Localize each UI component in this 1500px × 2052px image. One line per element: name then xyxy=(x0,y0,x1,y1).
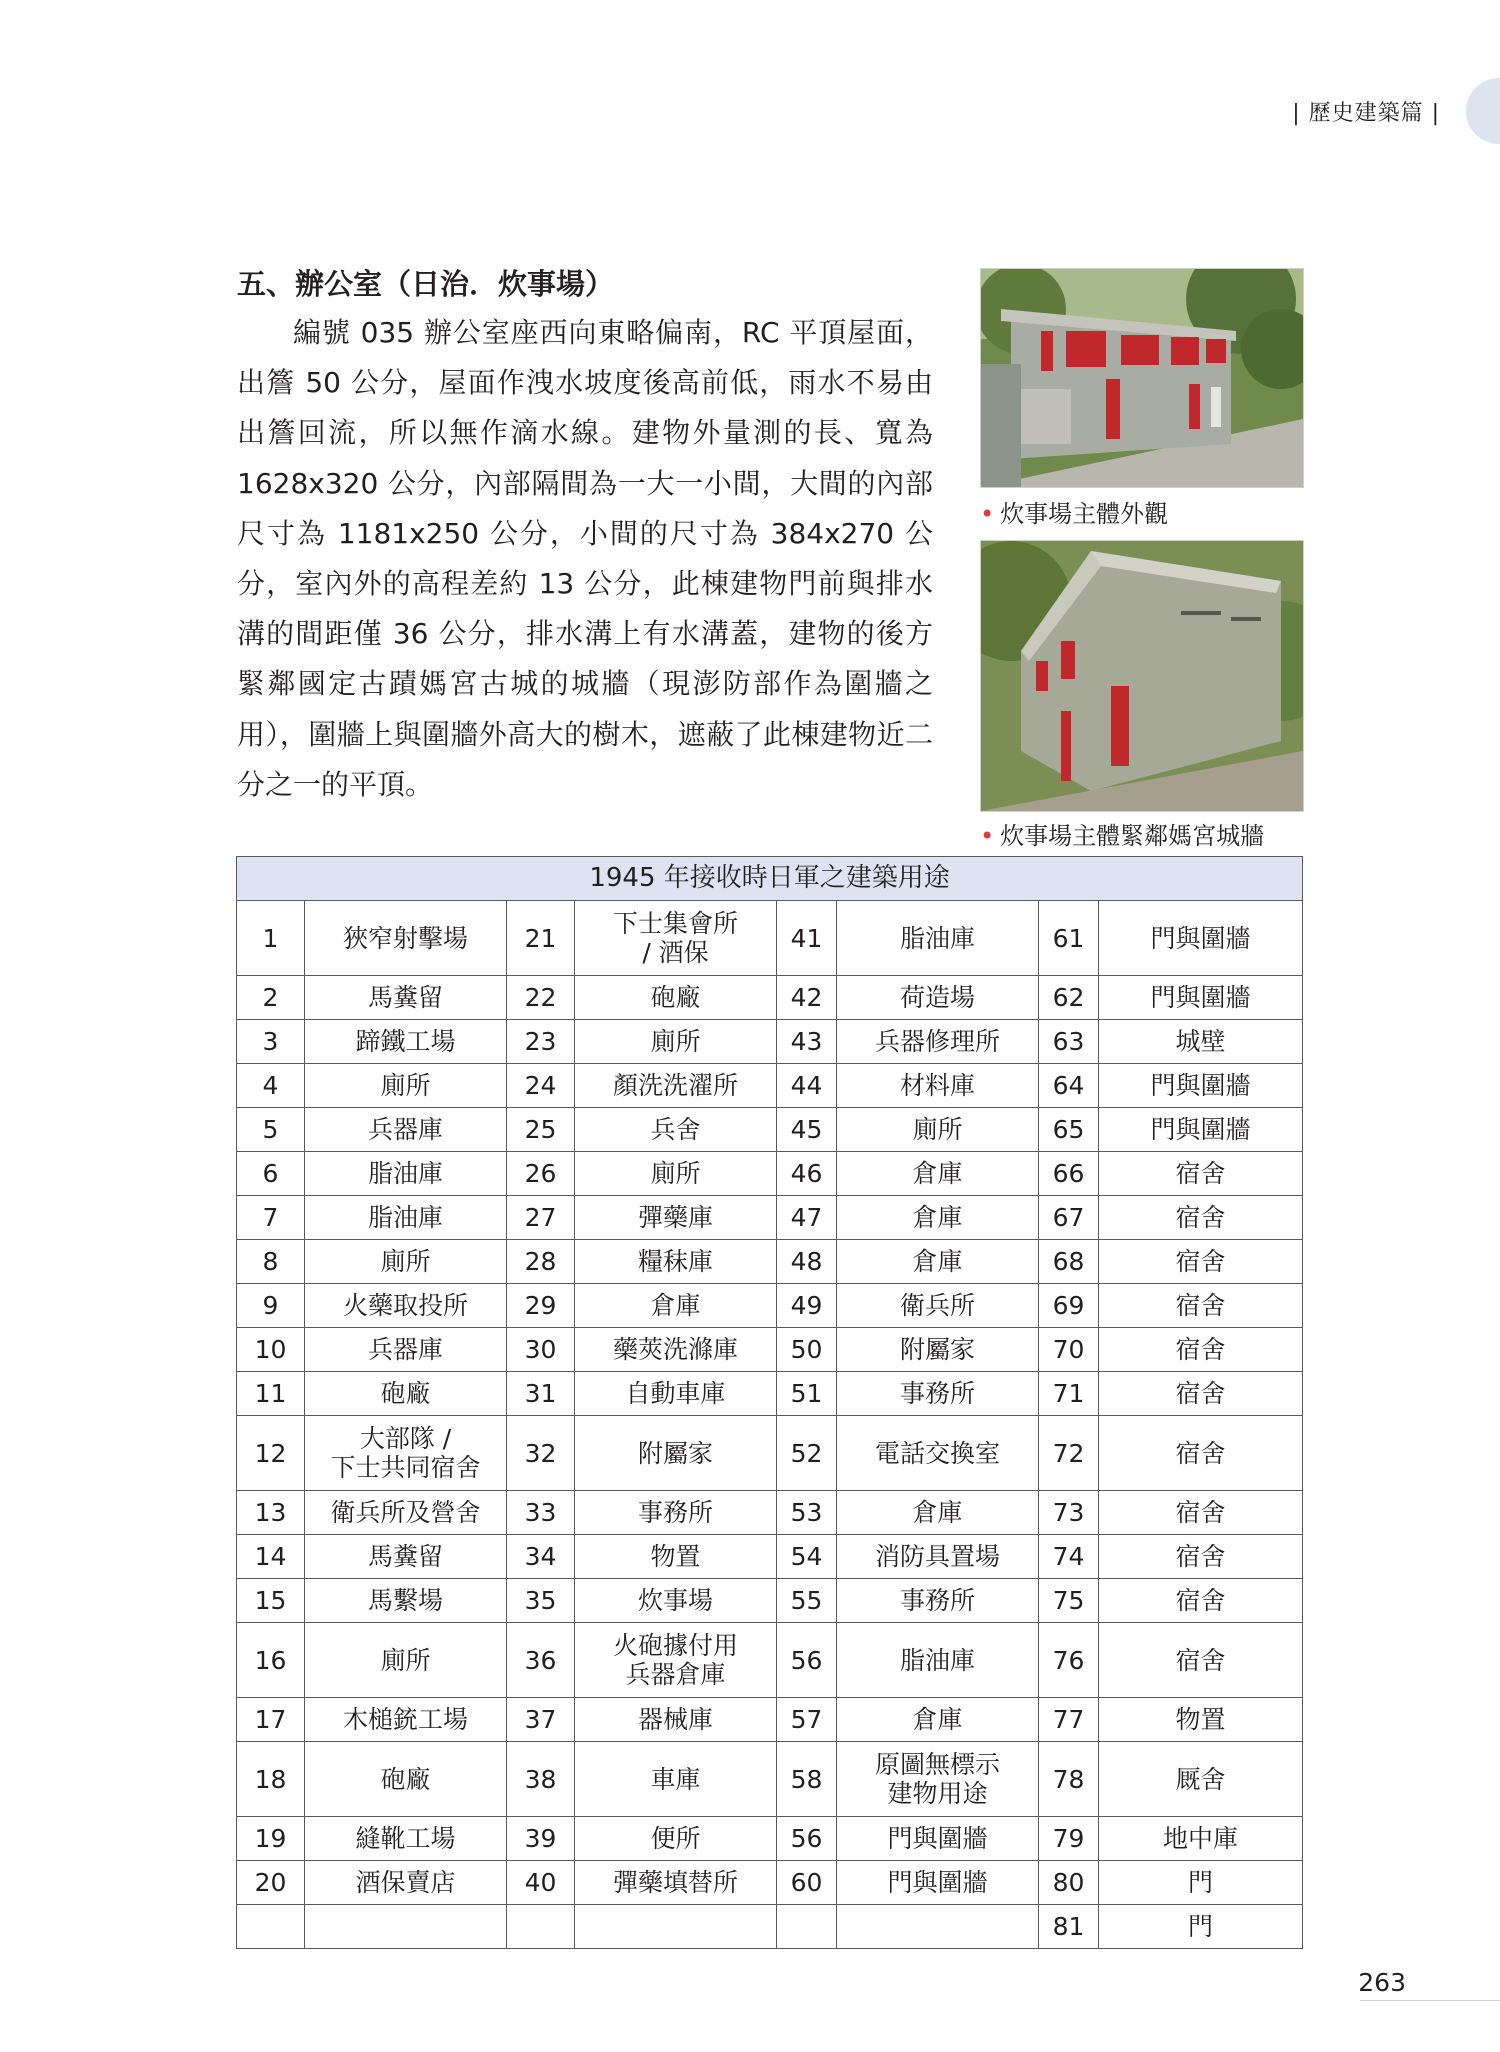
table-row xyxy=(237,976,1303,1020)
table-cell-use: 廁所 xyxy=(305,1240,507,1284)
table-cell-number: 13 xyxy=(237,1491,305,1535)
table-cell-use: 砲廠 xyxy=(305,1742,507,1817)
table-cell-number: 36 xyxy=(507,1623,575,1698)
table-cell-number: 35 xyxy=(507,1579,575,1623)
table-row xyxy=(237,1196,1303,1240)
table-cell-use: 地中庫 xyxy=(1099,1817,1303,1861)
table-cell-use: 兵器庫 xyxy=(305,1108,507,1152)
table-cell-use: 彈藥填替所 xyxy=(575,1861,777,1905)
table-row xyxy=(237,1372,1303,1416)
table-cell-use xyxy=(837,1905,1039,1949)
table-cell-use: 便所 xyxy=(575,1817,777,1861)
table-cell-number: 27 xyxy=(507,1196,575,1240)
table-cell-number: 58 xyxy=(777,1742,837,1817)
table-cell-number: 60 xyxy=(777,1861,837,1905)
photo-kitchen-city-wall-image xyxy=(981,541,1303,811)
table-cell-number: 61 xyxy=(1039,901,1099,976)
table-cell-use: 宿舍 xyxy=(1099,1240,1303,1284)
table-cell-number: 31 xyxy=(507,1372,575,1416)
table-cell-number: 2 xyxy=(237,976,305,1020)
table-cell-number: 7 xyxy=(237,1196,305,1240)
table-cell-use: 門與圍牆 xyxy=(1099,901,1303,976)
table-cell-number: 8 xyxy=(237,1240,305,1284)
table-cell-use: 火藥取投所 xyxy=(305,1284,507,1328)
table-cell-number: 6 xyxy=(237,1152,305,1196)
table-cell-use: 倉庫 xyxy=(837,1152,1039,1196)
table-cell-use: 倉庫 xyxy=(837,1698,1039,1742)
table-cell-use: 脂油庫 xyxy=(305,1196,507,1240)
table-cell-number xyxy=(777,1905,837,1949)
table-cell-number: 72 xyxy=(1039,1416,1099,1491)
section-title: 五、辦公室（日治．炊事場） xyxy=(237,267,615,301)
table-cell-number: 75 xyxy=(1039,1579,1099,1623)
photo-kitchen-city-wall xyxy=(980,540,1304,812)
table-row xyxy=(237,1579,1303,1623)
table-cell-number: 44 xyxy=(777,1064,837,1108)
table-cell-use: 狹窄射擊場 xyxy=(305,901,507,976)
table-cell-number: 49 xyxy=(777,1284,837,1328)
table-row xyxy=(237,1817,1303,1861)
table-cell-number: 19 xyxy=(237,1817,305,1861)
table-cell-use: 砲廠 xyxy=(575,976,777,1020)
table-cell-number: 55 xyxy=(777,1579,837,1623)
table-cell-number: 51 xyxy=(777,1372,837,1416)
table-cell-number: 41 xyxy=(777,901,837,976)
table-cell-use: 炊事場 xyxy=(575,1579,777,1623)
table-cell-use: 原圖無標示 建物用途 xyxy=(837,1742,1039,1817)
table-row xyxy=(237,1905,1303,1949)
table-cell-number: 46 xyxy=(777,1152,837,1196)
table-row xyxy=(237,1491,1303,1535)
table-cell-use: 門 xyxy=(1099,1905,1303,1949)
table-cell-number: 37 xyxy=(507,1698,575,1742)
table-cell-number: 56 xyxy=(777,1623,837,1698)
running-header: | 歷史建築篇 | xyxy=(1292,101,1440,126)
table-cell-number: 76 xyxy=(1039,1623,1099,1698)
table-cell-number: 50 xyxy=(777,1328,837,1372)
table-cell-use: 宿舍 xyxy=(1099,1372,1303,1416)
table-cell-use: 砲廠 xyxy=(305,1372,507,1416)
table-cell-number: 32 xyxy=(507,1416,575,1491)
table-cell-number: 26 xyxy=(507,1152,575,1196)
table-cell-use: 廁所 xyxy=(837,1108,1039,1152)
table-cell-number: 3 xyxy=(237,1020,305,1064)
table-cell-number: 29 xyxy=(507,1284,575,1328)
table-cell-number: 30 xyxy=(507,1328,575,1372)
table-cell-number: 57 xyxy=(777,1698,837,1742)
table-cell-use: 門與圍牆 xyxy=(1099,976,1303,1020)
table-cell-number: 64 xyxy=(1039,1064,1099,1108)
table-cell-number: 20 xyxy=(237,1861,305,1905)
table-cell-use: 木槌銃工場 xyxy=(305,1698,507,1742)
table-row xyxy=(237,1861,1303,1905)
table-row xyxy=(237,1416,1303,1491)
table-cell-use: 顏洗洗濯所 xyxy=(575,1064,777,1108)
table-cell-use: 廁所 xyxy=(575,1152,777,1196)
table-cell-use: 蹄鐵工場 xyxy=(305,1020,507,1064)
table-row xyxy=(237,1742,1303,1817)
table-row xyxy=(237,1152,1303,1196)
table-cell-number: 62 xyxy=(1039,976,1099,1020)
table-cell-number: 43 xyxy=(777,1020,837,1064)
table-cell-use: 附屬家 xyxy=(837,1328,1039,1372)
table-title: 1945 年接收時日軍之建築用途 xyxy=(237,857,1303,901)
table-row xyxy=(237,1064,1303,1108)
table-cell-use: 脂油庫 xyxy=(837,901,1039,976)
table-cell-number: 67 xyxy=(1039,1196,1099,1240)
table-cell-number: 68 xyxy=(1039,1240,1099,1284)
table-cell-use: 宿舍 xyxy=(1099,1416,1303,1491)
table-cell-use: 宿舍 xyxy=(1099,1623,1303,1698)
table-cell-use: 廁所 xyxy=(575,1020,777,1064)
table-cell-number: 33 xyxy=(507,1491,575,1535)
table-cell-use: 倉庫 xyxy=(837,1196,1039,1240)
table-cell-number: 56 xyxy=(777,1817,837,1861)
table-cell-number: 71 xyxy=(1039,1372,1099,1416)
table-cell-number: 73 xyxy=(1039,1491,1099,1535)
table-cell-number: 14 xyxy=(237,1535,305,1579)
table-row xyxy=(237,1535,1303,1579)
page-rule xyxy=(1360,2000,1500,2001)
table-cell-number: 1 xyxy=(237,901,305,976)
bullet-icon: • xyxy=(980,500,995,528)
table-cell-number: 47 xyxy=(777,1196,837,1240)
table-cell-use xyxy=(305,1905,507,1949)
table-cell-number: 77 xyxy=(1039,1698,1099,1742)
table-cell-number: 9 xyxy=(237,1284,305,1328)
table-cell-use: 兵器修理所 xyxy=(837,1020,1039,1064)
table-cell-use: 事務所 xyxy=(837,1579,1039,1623)
table-cell-use: 厩舍 xyxy=(1099,1742,1303,1817)
table-cell-number: 54 xyxy=(777,1535,837,1579)
table-cell-use: 門與圍牆 xyxy=(1099,1108,1303,1152)
table-cell-use: 大部隊 / 下士共同宿舍 xyxy=(305,1416,507,1491)
table-cell-number: 66 xyxy=(1039,1152,1099,1196)
table-cell-number: 78 xyxy=(1039,1742,1099,1817)
table-cell-use: 事務所 xyxy=(575,1491,777,1535)
table-cell-use: 馬糞留 xyxy=(305,1535,507,1579)
table-cell-use: 宿舍 xyxy=(1099,1328,1303,1372)
table-cell-number: 40 xyxy=(507,1861,575,1905)
photo-caption-1-text: 炊事場主體外觀 xyxy=(1000,500,1169,528)
table-cell-use: 車庫 xyxy=(575,1742,777,1817)
table-cell-number: 18 xyxy=(237,1742,305,1817)
table-cell-use: 宿舍 xyxy=(1099,1284,1303,1328)
table-cell-use: 藥莢洗滌庫 xyxy=(575,1328,777,1372)
table-cell-number: 42 xyxy=(777,976,837,1020)
table-cell-use: 下士集會所 / 酒保 xyxy=(575,901,777,976)
table-cell-number: 25 xyxy=(507,1108,575,1152)
table-row xyxy=(237,901,1303,976)
table-cell-use: 衛兵所及營舍 xyxy=(305,1491,507,1535)
table-row xyxy=(237,1108,1303,1152)
table-cell-number: 45 xyxy=(777,1108,837,1152)
table-cell-number: 63 xyxy=(1039,1020,1099,1064)
table-cell-use: 馬糞留 xyxy=(305,976,507,1020)
table-cell-use: 門 xyxy=(1099,1861,1303,1905)
table-cell-use: 兵器庫 xyxy=(305,1328,507,1372)
table-cell-number: 81 xyxy=(1039,1905,1099,1949)
page-number: 263 xyxy=(1358,1968,1406,1997)
table-cell-use: 廁所 xyxy=(305,1623,507,1698)
table-cell-number: 69 xyxy=(1039,1284,1099,1328)
table-cell-use: 脂油庫 xyxy=(305,1152,507,1196)
table-cell-number: 34 xyxy=(507,1535,575,1579)
table-cell-number xyxy=(507,1905,575,1949)
table-cell-use: 物置 xyxy=(575,1535,777,1579)
table-cell-number: 48 xyxy=(777,1240,837,1284)
table-cell-use: 縫靴工場 xyxy=(305,1817,507,1861)
table-cell-use: 附屬家 xyxy=(575,1416,777,1491)
table-cell-use: 廁所 xyxy=(305,1064,507,1108)
table-cell-use: 火砲據付用 兵器倉庫 xyxy=(575,1623,777,1698)
table-cell-use: 宿舍 xyxy=(1099,1196,1303,1240)
table-cell-use: 城壁 xyxy=(1099,1020,1303,1064)
table-cell-number: 65 xyxy=(1039,1108,1099,1152)
table-cell-number: 28 xyxy=(507,1240,575,1284)
table-cell-use xyxy=(575,1905,777,1949)
table-row xyxy=(237,1020,1303,1064)
body-paragraph: 編號 035 辦公室座西向東略偏南，RC 平頂屋面，出簷 50 公分，屋面作洩水坡度後高前低，雨水不易由出簷回流，所以無作滴水線。建物外量測的長、寬為 1628x320 公分，內部隔間為一大一小間，大間的內部尺寸為 1181x250 公分，小間的尺寸為 384x270 公分，室內外的高程差約 13 公分，此棟建物門前與排水溝的間距僅 36 公分，排水溝上有水溝蓋，建物的後方緊鄰國定古蹟媽宮古城的城牆（現澎防部作為圍牆之用），圍牆上與圍牆外高大的樹木，遮蔽了此棟建物近二分之一的平頂。 xyxy=(237,316,933,801)
table-cell-number: 16 xyxy=(237,1623,305,1698)
table-cell-use: 物置 xyxy=(1099,1698,1303,1742)
table-cell-use: 倉庫 xyxy=(837,1240,1039,1284)
table-cell-number: 80 xyxy=(1039,1861,1099,1905)
photo-caption-1 xyxy=(980,494,1168,529)
table-cell-use: 彈藥庫 xyxy=(575,1196,777,1240)
table-cell-use: 荷造場 xyxy=(837,976,1039,1020)
table-cell-number: 24 xyxy=(507,1064,575,1108)
table-cell-use: 馬繫場 xyxy=(305,1579,507,1623)
table-cell-number: 15 xyxy=(237,1579,305,1623)
table-row xyxy=(237,1328,1303,1372)
table-cell-use: 門與圍牆 xyxy=(1099,1064,1303,1108)
table-cell-number: 79 xyxy=(1039,1817,1099,1861)
table-cell-number: 5 xyxy=(237,1108,305,1152)
table-cell-use: 宿舍 xyxy=(1099,1535,1303,1579)
table-cell-number: 23 xyxy=(507,1020,575,1064)
table-cell-number: 52 xyxy=(777,1416,837,1491)
table-cell-use: 衛兵所 xyxy=(837,1284,1039,1328)
bullet-icon: • xyxy=(980,822,995,850)
table-body xyxy=(237,901,1303,1949)
table-cell-number: 10 xyxy=(237,1328,305,1372)
table-cell-use: 糧秣庫 xyxy=(575,1240,777,1284)
building-use-table xyxy=(236,856,1303,1949)
table-cell-use: 宿舍 xyxy=(1099,1579,1303,1623)
table-row xyxy=(237,1240,1303,1284)
table-cell-number: 11 xyxy=(237,1372,305,1416)
table-cell-use: 宿舍 xyxy=(1099,1491,1303,1535)
photo-caption-2 xyxy=(980,816,1264,851)
table-cell-use: 消防具置場 xyxy=(837,1535,1039,1579)
table-cell-use: 倉庫 xyxy=(837,1491,1039,1535)
table-cell-number: 39 xyxy=(507,1817,575,1861)
table-cell-number: 70 xyxy=(1039,1328,1099,1372)
table-cell-use: 兵舍 xyxy=(575,1108,777,1152)
table-cell-number: 74 xyxy=(1039,1535,1099,1579)
table-cell-number xyxy=(237,1905,305,1949)
table-cell-use: 酒保賣店 xyxy=(305,1861,507,1905)
table-cell-number: 53 xyxy=(777,1491,837,1535)
table-cell-number: 38 xyxy=(507,1742,575,1817)
photo-kitchen-exterior xyxy=(980,268,1304,488)
table-cell-use: 門與圍牆 xyxy=(837,1861,1039,1905)
table-cell-use: 電話交換室 xyxy=(837,1416,1039,1491)
table-cell-number: 12 xyxy=(237,1416,305,1491)
table-row xyxy=(237,1623,1303,1698)
table-cell-use: 材料庫 xyxy=(837,1064,1039,1108)
table-cell-use: 事務所 xyxy=(837,1372,1039,1416)
table-cell-number: 4 xyxy=(237,1064,305,1108)
photo-kitchen-exterior-image xyxy=(981,269,1303,487)
table-cell-use: 倉庫 xyxy=(575,1284,777,1328)
table-cell-use: 宿舍 xyxy=(1099,1152,1303,1196)
table-cell-number: 17 xyxy=(237,1698,305,1742)
table-cell-number: 22 xyxy=(507,976,575,1020)
table-cell-number: 21 xyxy=(507,901,575,976)
photo-caption-2-text: 炊事場主體緊鄰媽宮城牆 xyxy=(1000,822,1265,850)
table-cell-use: 脂油庫 xyxy=(837,1623,1039,1698)
table-row xyxy=(237,1284,1303,1328)
table-row xyxy=(237,1698,1303,1742)
table-cell-use: 自動車庫 xyxy=(575,1372,777,1416)
table-cell-use: 門與圍牆 xyxy=(837,1817,1039,1861)
section-tab-decoration xyxy=(1466,78,1500,144)
table-cell-use: 器械庫 xyxy=(575,1698,777,1742)
